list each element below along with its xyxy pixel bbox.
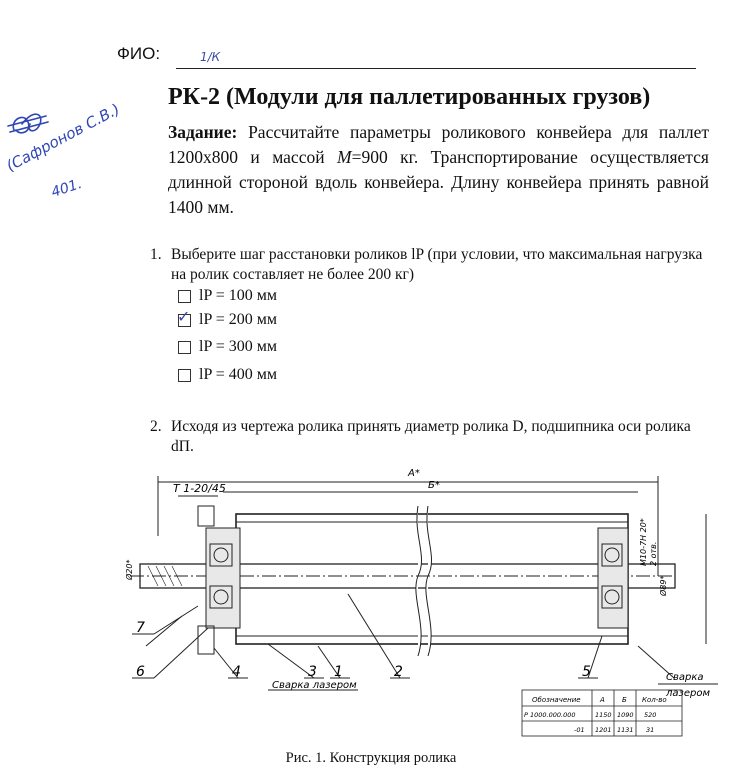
page-title: РК-2 (Модули для паллетированных грузов): [168, 84, 651, 110]
fio-label: ФИО:: [117, 44, 161, 63]
checkbox[interactable]: [178, 290, 191, 303]
task-text-2: =900 кг. Транспортирование осуществляется длинной стороной вдоль конвейера. Длину конвейера принять равной 1400 мм.: [168, 147, 709, 217]
table-header-qty: Кол-во: [642, 696, 667, 704]
thread-note: 2 отв.: [649, 541, 658, 566]
note-line-1: (Сафронов С.В.): [3, 100, 123, 176]
table-row-1-b: 1090: [617, 711, 634, 719]
table-row-1-a: 1150: [595, 711, 612, 719]
callout-3: 3: [308, 664, 317, 680]
callout-4: 4: [232, 664, 241, 680]
table-header-a: А: [600, 696, 605, 704]
table-header-b: Б: [622, 696, 627, 704]
task-text-1: Рассчитайте параметры роликового конвейера для паллет 1200x800 и массой: [168, 122, 709, 167]
thread-spec: M10-7H 20*: [639, 518, 648, 566]
figure-caption: Рис. 1. Конструкция ролика: [285, 750, 457, 766]
table-row-2-b: 1131: [617, 726, 634, 734]
dim-a: A*: [408, 468, 420, 479]
option-label: lP = 400 мм: [199, 366, 278, 383]
question-2-number: 2.: [150, 418, 162, 435]
option-label: lP = 200 мм: [199, 311, 278, 328]
roller-drawing: [118, 466, 710, 744]
fio-handwriting: 1/К: [200, 50, 221, 64]
weld-note-right-1: Сварка: [666, 672, 704, 683]
weld-note-right-2: лазером: [666, 688, 710, 699]
callout-5: 5: [582, 664, 591, 680]
right-diameter: Ø89*: [659, 575, 668, 596]
tolerance-label: T 1-20/45: [173, 482, 226, 495]
left-diameter: Ø20*: [125, 559, 134, 580]
table-header-designation: Обозначение: [532, 696, 581, 704]
fio-underline: [176, 68, 696, 69]
checkmark-icon: ✓: [177, 306, 191, 326]
note-line-2: 401.: [49, 175, 84, 201]
callout-7: 7: [136, 620, 145, 636]
callout-6: 6: [136, 664, 145, 680]
option-lp-200[interactable]: [177, 306, 278, 329]
option-label: lP = 300 мм: [199, 338, 278, 355]
task-label: Задание:: [168, 122, 238, 142]
callout-2: 2: [394, 664, 403, 680]
table-row-1-qty: 520: [644, 711, 657, 719]
task-mass-var: M: [337, 147, 352, 167]
callout-1: 1: [334, 664, 343, 680]
table-row-2-designation: -01: [574, 726, 585, 734]
checkbox[interactable]: [178, 369, 191, 382]
dim-b: Б*: [428, 480, 440, 491]
option-lp-400[interactable]: [178, 366, 277, 384]
question-2-text: Исходя из чертежа ролика принять диаметр ролика D, подшипника оси ролика dП.: [171, 418, 691, 455]
checkbox[interactable]: [178, 341, 191, 354]
weld-note-left: Сварка лазером: [272, 680, 357, 691]
option-lp-100[interactable]: [178, 287, 277, 305]
checkbox-checked[interactable]: [177, 306, 191, 327]
table-row-2-a: 1201: [595, 726, 612, 734]
handwritten-note: [2, 100, 123, 202]
question-1-number: 1.: [150, 246, 162, 263]
option-label: lP = 100 мм: [199, 287, 278, 304]
table-row-1-designation: Р 1000.000.000: [524, 711, 576, 719]
option-lp-300[interactable]: [178, 338, 277, 356]
task-paragraph: [168, 120, 709, 220]
table-row-2-qty: 31: [646, 726, 655, 734]
question-1-text: Выберите шаг расстановки роликов lP (при условии, что максимальная нагрузка на ролик составляет не более 200 кг): [171, 246, 703, 283]
